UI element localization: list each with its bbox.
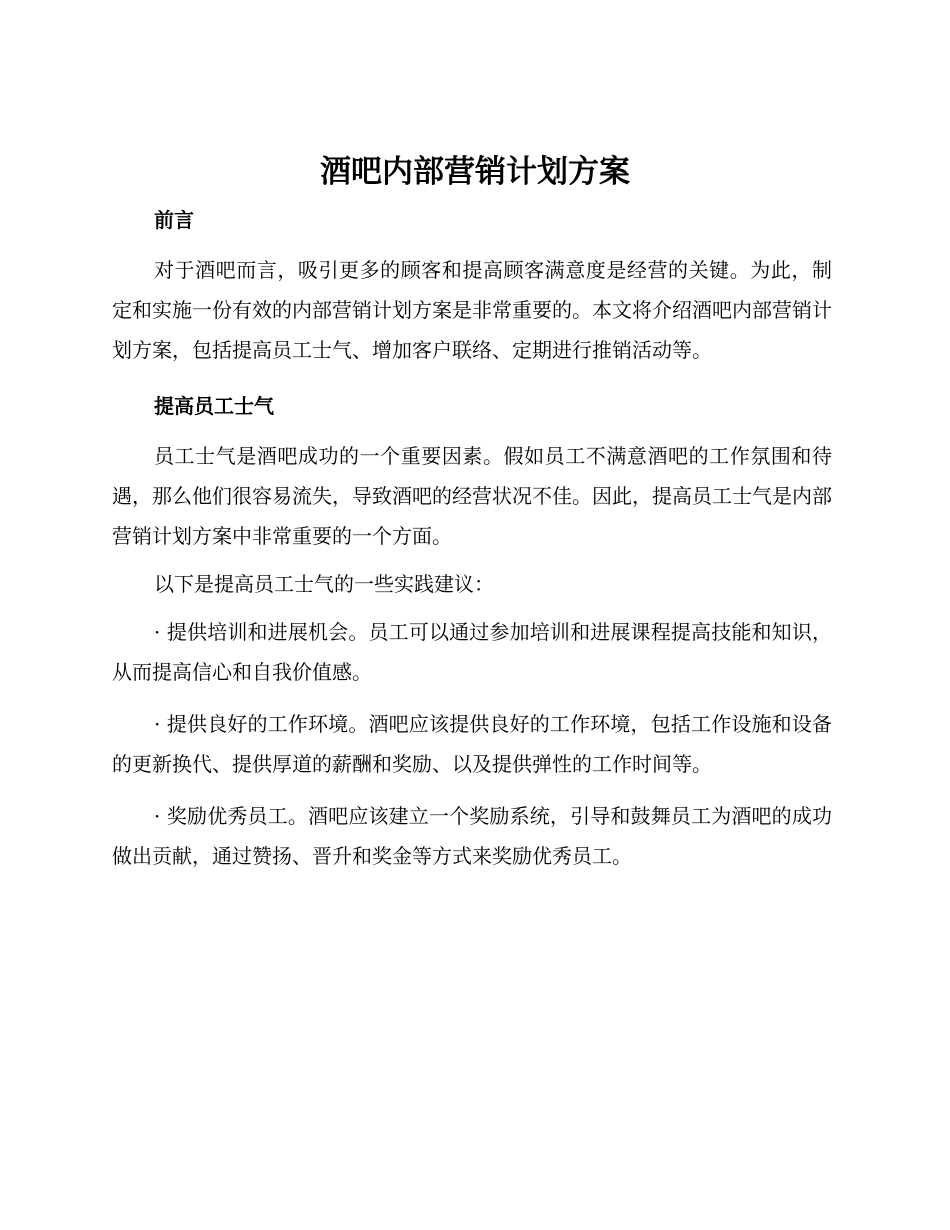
preface-paragraph: 对于酒吧而言，吸引更多的顾客和提高顾客满意度是经营的关键。为此，制定和实施一份有效的内部营销计划方案是非常重要的。本文将介绍酒吧内部营销计划方案，包括提高员工士气、增加客户联络、定期进行推销活动等。	[112, 258, 832, 362]
bullet-item-training: · 提供培训和进展机会。员工可以通过参加培训和进展课程提高技能和知识，从而提高信心和自我价值感。	[112, 620, 832, 684]
bullet-item-rewards: · 奖励优秀员工。酒吧应该建立一个奖励系统，引导和鼓舞员工为酒吧的成功做出贡献，通过赞扬、晋升和奖金等方式来奖励优秀员工。	[112, 804, 832, 868]
section-heading-preface: 前言	[154, 208, 194, 232]
bullet-item-environment: · 提供良好的工作环境。酒吧应该提供良好的工作环境，包括工作设施和设备的更新换代、提供厚道的薪酬和奖励、以及提供弹性的工作时间等。	[112, 712, 832, 776]
document-title: 酒吧内部营销计划方案	[320, 154, 630, 190]
suggestions-intro-paragraph: 以下是提高员工士气的一些实践建议：	[154, 572, 494, 596]
section-heading-staff-morale: 提高员工士气	[154, 394, 274, 418]
staff-morale-paragraph: 员工士气是酒吧成功的一个重要因素。假如员工不满意酒吧的工作氛围和待遇，那么他们很容易流失，导致酒吧的经营状况不佳。因此，提高员工士气是内部营销计划方案中非常重要的一个方面。	[112, 444, 832, 548]
document-body	[112, 200, 832, 876]
